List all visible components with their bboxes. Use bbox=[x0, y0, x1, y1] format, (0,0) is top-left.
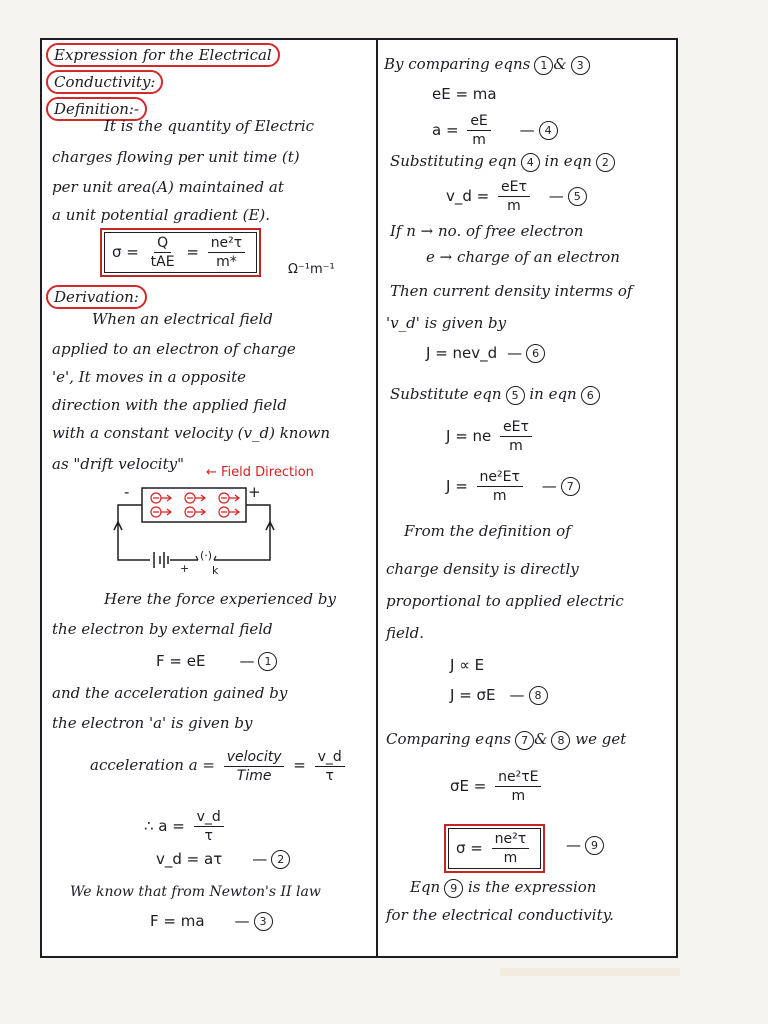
definition-line-right: field. bbox=[386, 624, 425, 642]
definition-line: charges flowing per unit time (t) bbox=[52, 148, 300, 166]
newton-line: We know that from Newton's II law bbox=[70, 884, 321, 900]
equation-8: J = σE — 8 bbox=[450, 686, 548, 705]
current-line: Then current density interms of bbox=[390, 282, 633, 300]
definition-line: a unit potential gradient (E). bbox=[52, 206, 271, 224]
final-formula-box: σ = $\frac{\text{ne²τ}}{m}$ bbox=[444, 824, 545, 873]
key-symbol: (·) bbox=[200, 549, 213, 562]
accel-line: the electron 'a' is given by bbox=[52, 714, 253, 732]
derivation-line: with a constant velocity (v_d) known bbox=[52, 424, 330, 442]
therefore-equation: ∴ a = $\frac{v\_d}{\tau}$ bbox=[144, 808, 228, 845]
substituting-line: Substituting eqn 4 in eqn 2 bbox=[390, 152, 615, 172]
conductivity-formula-box: σ = $\frac{Q}{\text{tAE}}$ = $\frac{\text{ne²τ}}{m*}$ bbox=[100, 228, 261, 277]
formula-fraction-2: $\frac{\text{ne²τ}}{m*}$ bbox=[208, 234, 246, 271]
if-line: e → charge of an electron bbox=[426, 248, 620, 266]
definition-line-right: charge density is directly bbox=[386, 560, 579, 578]
compare-line: By comparing eqns 1 & 3 bbox=[384, 55, 590, 75]
formula-lhs: σ = bbox=[112, 243, 139, 261]
force-line: Here the force experienced by bbox=[104, 590, 336, 608]
equation-4: a = $\frac{eE}{m}$ — 4 bbox=[432, 112, 558, 149]
derivation-label: Derivation: bbox=[46, 285, 147, 309]
equation-5: v_d = $\frac{\text{eEτ}}{m}$ — 5 bbox=[446, 178, 587, 215]
definition-line: It is the quantity of Electric bbox=[104, 117, 315, 135]
conclusion-line: for the electrical conductivity. bbox=[386, 906, 614, 924]
formula-unit: Ω⁻¹m⁻¹ bbox=[288, 262, 335, 277]
derivation-line: applied to an electron of charge bbox=[52, 340, 296, 358]
eq-number-badge: 1 bbox=[258, 652, 277, 671]
circuit-plus: + bbox=[248, 483, 261, 501]
derivation-line: 'e', It moves in a opposite bbox=[52, 368, 247, 386]
current-arrows bbox=[114, 522, 274, 530]
key-label: k bbox=[212, 564, 219, 577]
definition-line-right: From the definition of bbox=[404, 522, 571, 540]
column-divider bbox=[376, 38, 378, 958]
battery-plus: + bbox=[180, 562, 190, 575]
equation-7a: J = ne $\frac{\text{eEτ}}{m}$ bbox=[446, 418, 536, 455]
derivation-line: direction with the applied field bbox=[52, 396, 287, 414]
force-line: the electron by external field bbox=[52, 620, 273, 638]
conclusion-line: Eqn 9 is the expression bbox=[410, 878, 597, 896]
circuit-wires bbox=[118, 505, 270, 560]
current-line: 'v_d' is given by bbox=[386, 314, 507, 332]
paper-edge bbox=[500, 968, 680, 976]
equation-6: J = nev_d — 6 bbox=[426, 344, 545, 363]
field-direction-label: ← Field Direction bbox=[206, 465, 314, 480]
circuit-diagram bbox=[110, 480, 290, 580]
definition-line-right: proportional to applied electric bbox=[386, 592, 624, 610]
equation-3: F = ma — 3 bbox=[150, 912, 273, 931]
eq-number-badge: 3 bbox=[254, 912, 273, 931]
equation-2: v_d = aτ — 2 bbox=[156, 850, 290, 869]
acceleration-equation: acceleration a = $\frac{\text{velocity}}{\text{Time}}$ = $\frac{v\_d}{\tau}$ bbox=[90, 745, 349, 785]
equation-sigma-e: σE = $\frac{\text{ne²τE}}{m}$ bbox=[450, 768, 545, 805]
equation-9-number: — 9 bbox=[566, 836, 604, 855]
equation-1: F = eE — 1 bbox=[156, 652, 277, 671]
battery-icon bbox=[154, 552, 168, 568]
formula-fraction-1: $\frac{Q}{\text{tAE}}$ bbox=[150, 235, 175, 270]
definition-label: Definition:- bbox=[46, 97, 147, 121]
derivation-line: When an electrical field bbox=[92, 310, 273, 328]
proportional-equation: J ∝ E bbox=[450, 656, 485, 674]
derivation-line: as "drift velocity" bbox=[52, 455, 185, 473]
if-line: If n → no. of free electron bbox=[390, 222, 584, 240]
heading-line-2: Conductivity: bbox=[46, 70, 163, 94]
eq-number-badge: 2 bbox=[271, 850, 290, 869]
heading-line-1: Expression for the Electrical bbox=[46, 43, 280, 67]
accel-line: and the acceleration gained by bbox=[52, 684, 288, 702]
substitute-line: Substitute eqn 5 in eqn 6 bbox=[390, 385, 600, 405]
comparing-line: Comparing eqns 7 & 8 we get bbox=[386, 730, 627, 748]
equation-7: J = $\frac{\text{ne²Eτ}}{m}$ — 7 bbox=[446, 468, 580, 505]
equation-ee-ma: eE = ma bbox=[432, 85, 497, 103]
circuit-minus: - bbox=[124, 483, 130, 501]
definition-line: per unit area(A) maintained at bbox=[52, 178, 284, 196]
electron-icons bbox=[151, 493, 239, 517]
